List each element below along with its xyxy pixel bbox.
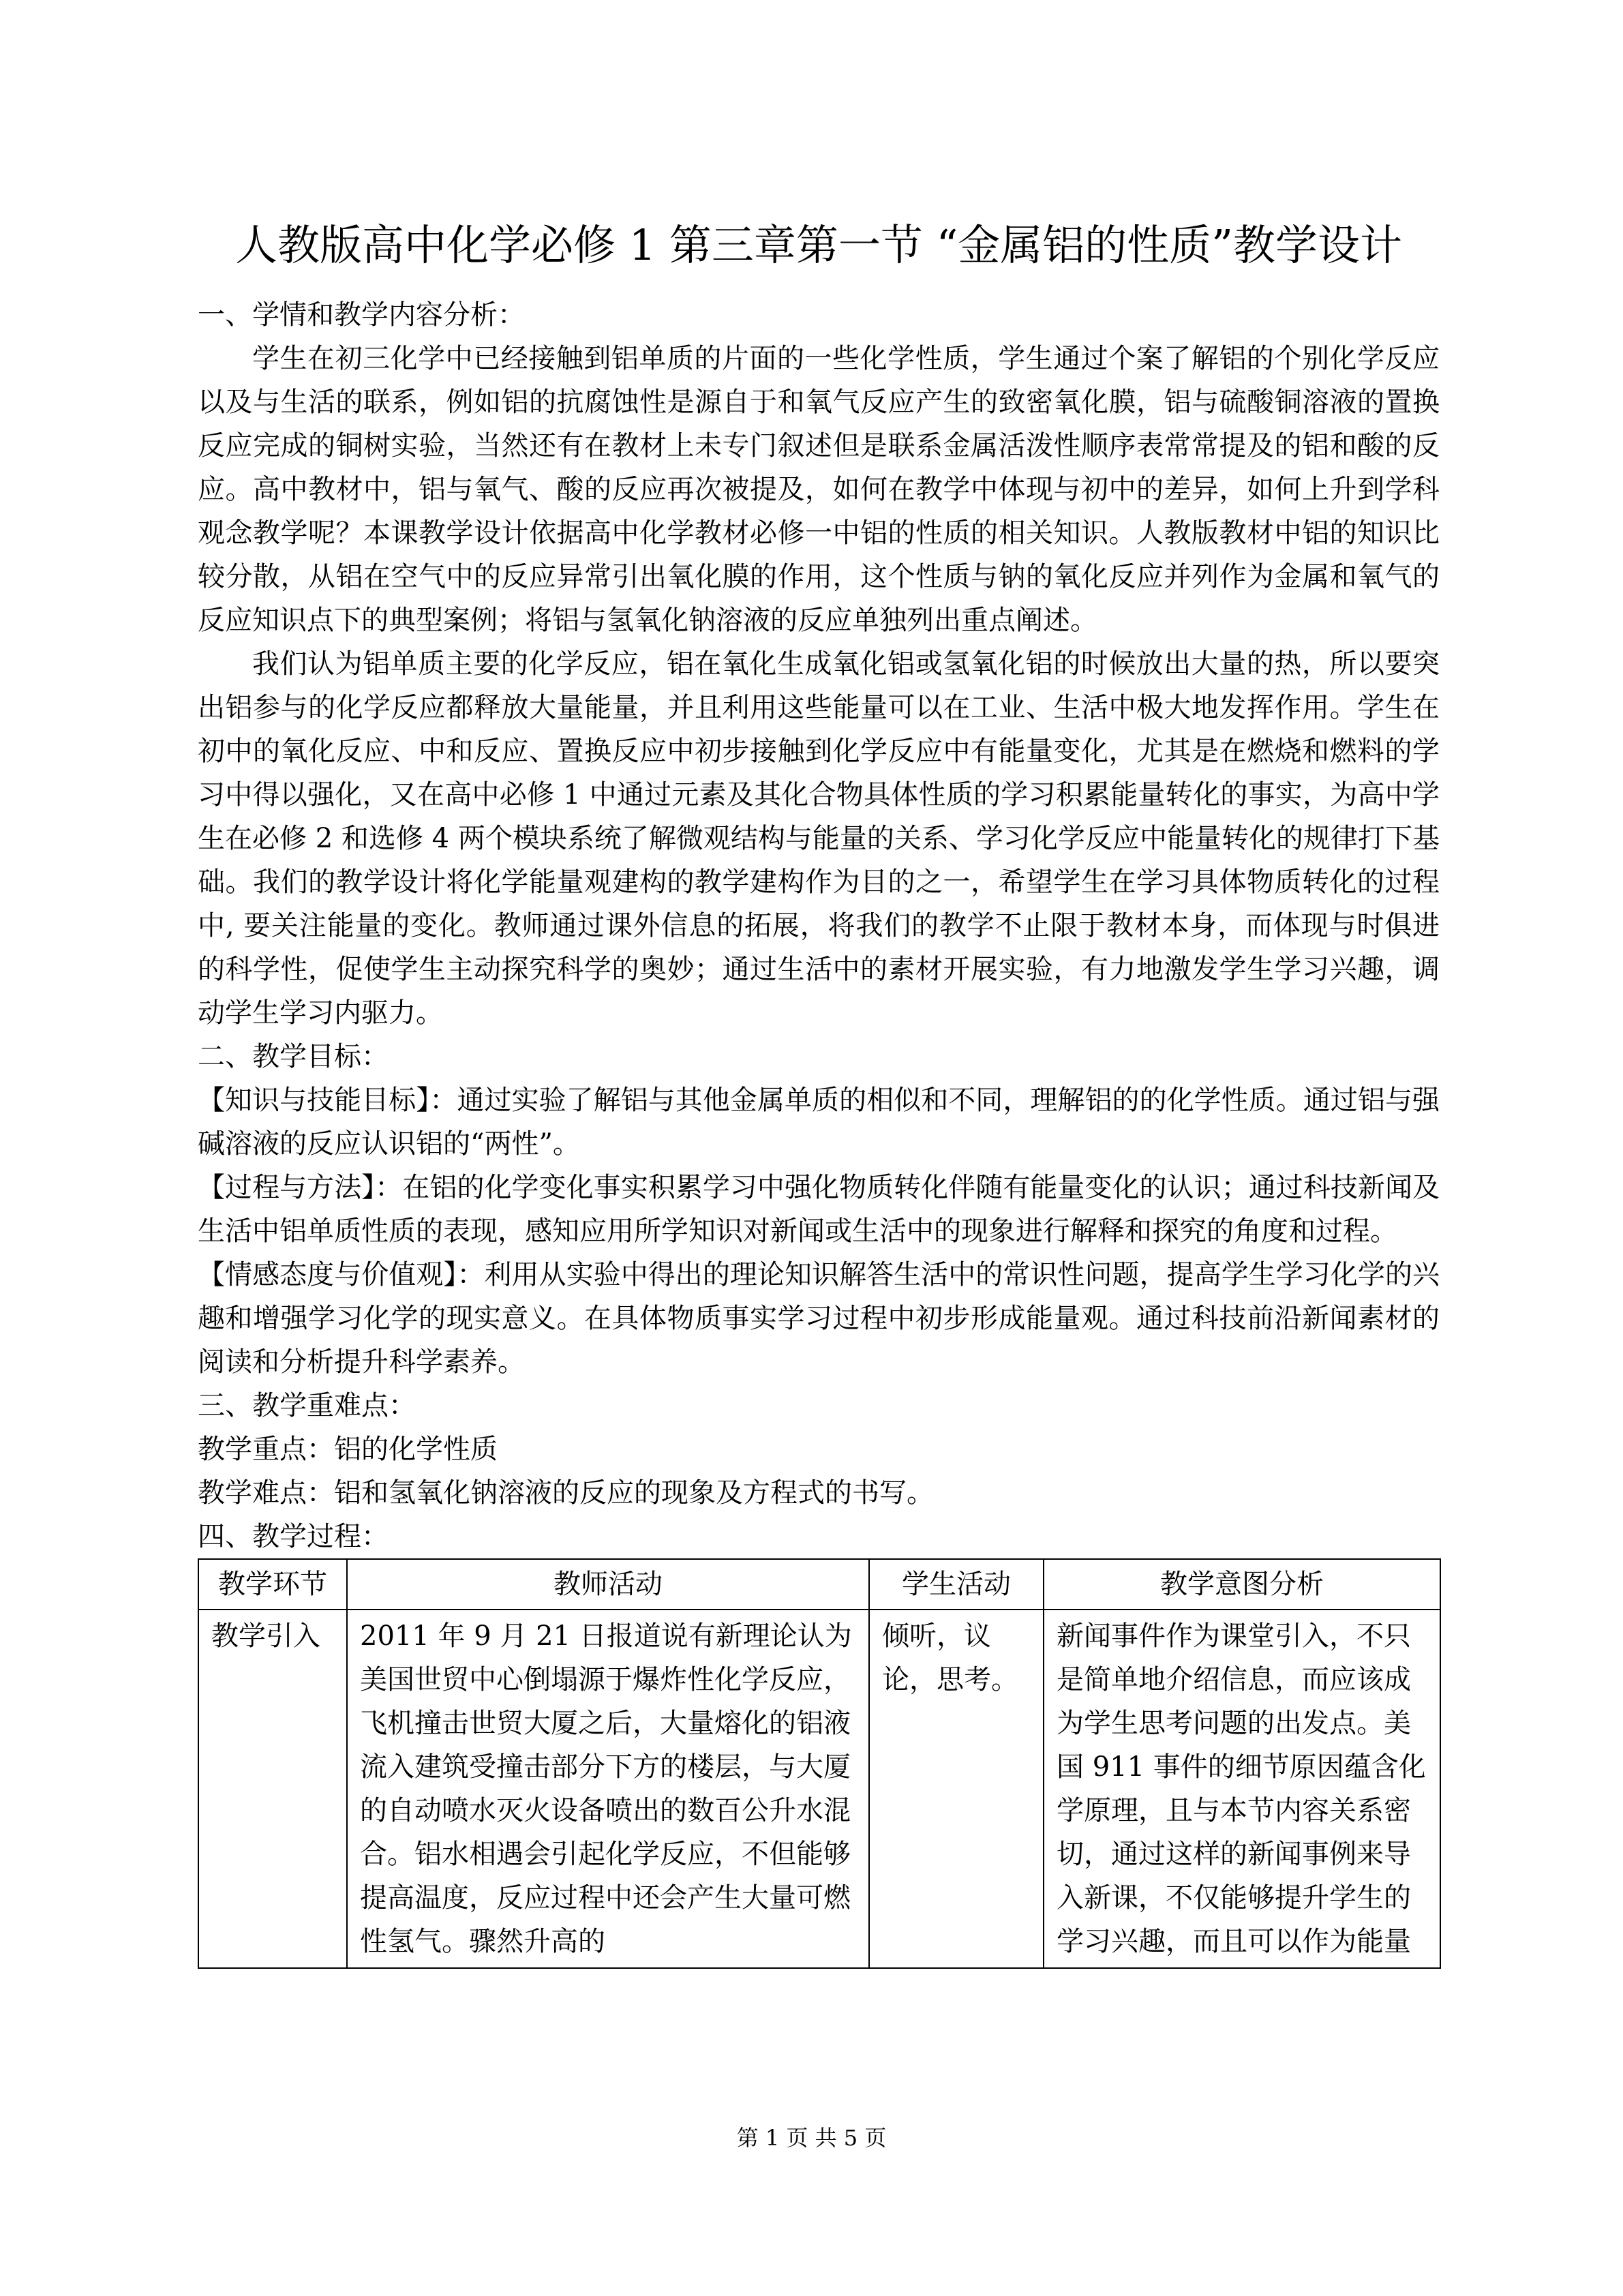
cell-teacher-activity: 2011 年 9 月 21 日报道说有新理论认为美国世贸中心倒塌源于爆炸性化学反应，飞机撞击世贸大厦之后，大量熔化的铝液流入建筑受撞击部分下方的楼层，与大厦的自动喷水灭火设备喷出的数百公升水混合。铝水相遇会引起化学反应，不但能够提高温度，反应过程中还会产生大量可燃性氢气。骤然升高的 — [347, 1610, 869, 1968]
goal-knowledge-label: 【知识与技能目标】： — [198, 1085, 457, 1116]
table-header-student: 学生活动 — [869, 1559, 1044, 1610]
goal-attitude-label: 【情感态度与价值观】： — [198, 1259, 485, 1290]
page-footer: 第 1 页 共 5 页 — [736, 2125, 887, 2151]
difficult-point: 教学难点：铝和氢氧化钠溶液的反应的现象及方程式的书写。 — [198, 1477, 934, 1509]
goal-process — [198, 1166, 1440, 1253]
section-heading-analysis: 一、学情和教学内容分析： — [198, 299, 525, 331]
goal-process-label: 【过程与方法】： — [198, 1172, 403, 1203]
section-heading-goals: 二、教学目标： — [198, 1041, 389, 1072]
goal-process-text: 在铝的化学变化事实积累学习中强化物质转化伴随有能量变化的认识；通过科技新闻及生活中铝单质性质的表现，感知应用所学知识对新闻或生活中的现象进行解释和探究的角度和过程。 — [198, 1172, 1440, 1247]
cell-stage: 教学引入 — [198, 1610, 347, 1968]
table-header-intent: 教学意图分析 — [1044, 1559, 1440, 1610]
section-heading-process: 四、教学过程： — [198, 1521, 389, 1552]
goal-attitude — [198, 1253, 1440, 1384]
analysis-paragraph-1: 学生在初三化学中已经接触到铝单质的片面的一些化学性质，学生通过个案了解铝的个别化学反应以及与生活的联系，例如铝的抗腐蚀性是源自于和氧气反应产生的致密氧化膜，铝与硫酸铜溶液的置换反应完成的铜树实验，当然还有在教材上未专门叙述但是联系金属活泼性顺序表常常提及的铝和酸的反应。高中教材中，铝与氧气、酸的反应再次被提及，如何在教学中体现与初中的差异，如何上升到学科观念教学呢？本课教学设计依据高中化学教材必修一中铝的性质的相关知识。人教版教材中铝的知识比较分散，从铝在空气中的反应异常引出氧化膜的作用，这个性质与钠的氧化反应并列作为金属和氧气的反应知识点下的典型案例；将铝与氢氧化钠溶液的反应单独列出重点阐述。 — [198, 343, 1440, 636]
cell-intent-analysis: 新闻事件作为课堂引入，不只是简单地介绍信息，而应该成为学生思考问题的出发点。美国 911 事件的细节原因蕴含化学原理，且与本节内容关系密切，通过这样的新闻事例来导入新课，不仅能够提升学生的学习兴趣，而且可以作为能量 — [1044, 1610, 1440, 1968]
analysis-paragraph-2: 我们认为铝单质主要的化学反应，铝在氧化生成氧化铝或氢氧化铝的时候放出大量的热，所以要突出铝参与的化学反应都释放大量能量，并且利用这些能量可以在工业、生活中极大地发挥作用。学生在初中的氧化反应、中和反应、置换反应中初步接触到化学反应中有能量变化，尤其是在燃烧和燃料的学习中得以强化，又在高中必修 1 中通过元素及其化合物具体性质的学习积累能量转化的事实，为高中学生在必修 2 和选修 4 两个模块系统了解微观结构与能量的关系、学习化学反应中能量转化的规律打下基础。我们的教学设计将化学能量观建构的教学建构作为目的之一，希望学生在学习具体物质转化的过程中, 要关注能量的变化。教师通过课外信息的拓展，将我们的教学不止限于教材本身，而体现与时俱进的科学性，促使学生主动探究科学的奥妙；通过生活中的素材开展实验，有力地激发学生学习兴趣，调动学生学习内驱力。 — [198, 648, 1440, 1029]
document-title: 人教版高中化学必修 1 第三章第一节 “金属铝的性质”教学设计 — [235, 220, 1402, 270]
goal-knowledge — [198, 1078, 1440, 1166]
table-header-row — [198, 1559, 1440, 1610]
table-header-stage: 教学环节 — [198, 1559, 347, 1610]
section-heading-keypoints: 三、教学重难点： — [198, 1390, 416, 1421]
key-point: 教学重点：铝的化学性质 — [198, 1434, 498, 1465]
goal-attitude-text: 利用从实验中得出的理论知识解答生活中的常识性问题，提高学生学习化学的兴趣和增强学习化学的现实意义。在具体物质事实学习过程中初步形成能量观。通过科技前沿新闻素材的阅读和分析提升科学素养。 — [198, 1259, 1440, 1378]
cell-student-activity: 倾听，议论，思考。 — [869, 1610, 1044, 1968]
goal-knowledge-text: 通过实验了解铝与其他金属单质的相似和不同，理解铝的的化学性质。通过铝与强碱溶液的反应认识铝的“两性”。 — [198, 1085, 1440, 1160]
teaching-process-table — [198, 1558, 1441, 1969]
document-page — [198, 198, 1440, 1969]
table-header-teacher: 教师活动 — [347, 1559, 869, 1610]
table-row — [198, 1610, 1440, 1968]
